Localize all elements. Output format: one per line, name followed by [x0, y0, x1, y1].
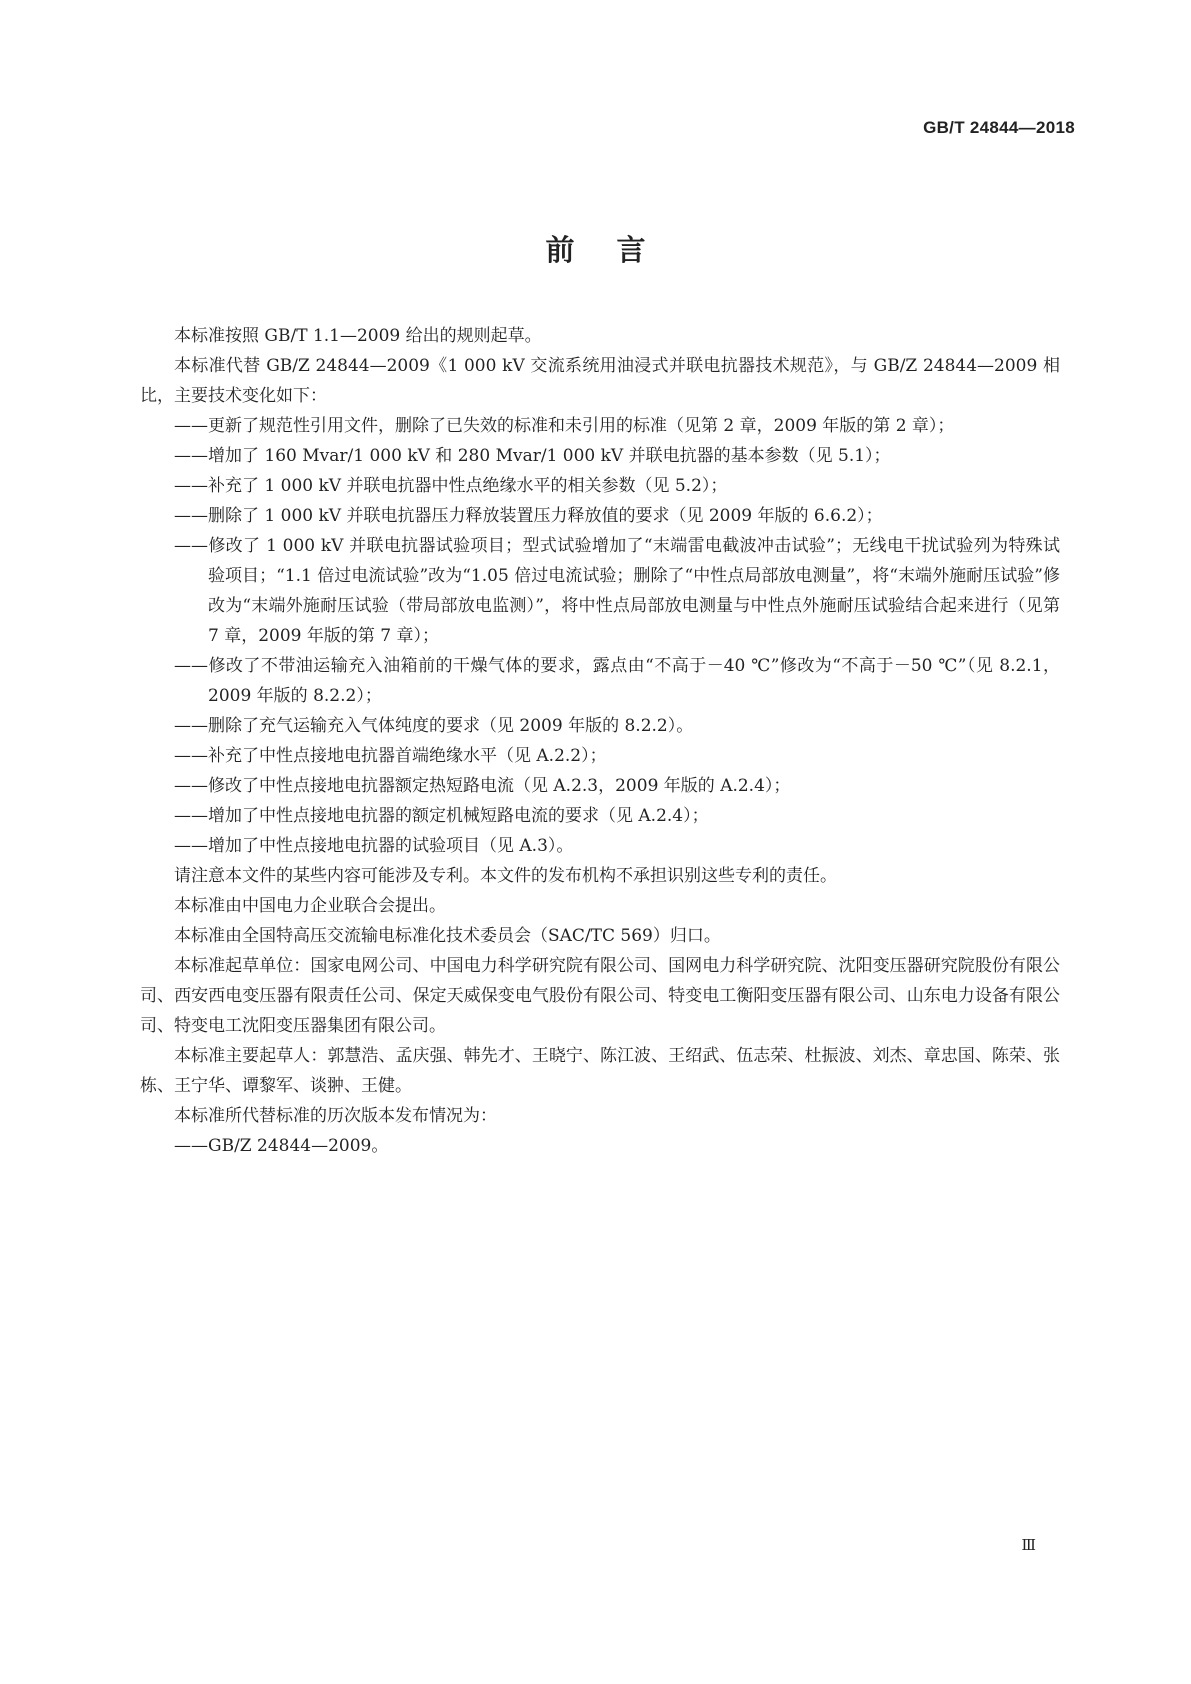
paragraph-drafting-rules: 本标准按照 GB/T 1.1—2009 给出的规则起草。: [174, 326, 542, 346]
dash-marker: ——: [174, 506, 208, 526]
paragraph-drafters: 本标准主要起草人：郭慧浩、孟庆强、韩先才、王晓宁、陈江波、王绍武、伍志荣、杜振波、刘杰、章忠国、陈荣、张栋、王宁华、谭黎军、谈翀、王健。: [140, 1046, 1060, 1096]
change-item: ——删除了充气运输充入气体纯度的要求（见 2009 年版的 8.2.2）。: [140, 711, 1060, 741]
change-item: ——修改了中性点接地电抗器额定热短路电流（见 A.2.3，2009 年版的 A.2.4）；: [140, 771, 1060, 801]
change-item: ——补充了中性点接地电抗器首端绝缘水平（见 A.2.2）；: [140, 741, 1060, 771]
history-item: ——GB/Z 24844—2009。: [140, 1131, 1060, 1161]
dash-marker: ——: [174, 416, 208, 436]
change-item: ——增加了中性点接地电抗器的额定机械短路电流的要求（见 A.2.4）；: [140, 801, 1060, 831]
change-item: ——补充了 1 000 kV 并联电抗器中性点绝缘水平的相关参数（见 5.2）；: [140, 471, 1060, 501]
paragraph-patent-notice: 请注意本文件的某些内容可能涉及专利。本文件的发布机构不承担识别这些专利的责任。: [174, 866, 837, 886]
dash-marker: ——: [174, 806, 208, 826]
dash-marker: ——: [174, 536, 208, 556]
standard-number: GB/T 24844—2018: [923, 118, 1075, 137]
paragraph-committee: 本标准由全国特高压交流输电标准化技术委员会（SAC/TC 569）归口。: [174, 926, 721, 946]
paragraph-history-intro: 本标准所代替标准的历次版本发布情况为：: [174, 1106, 497, 1126]
paragraph-proposer: 本标准由中国电力企业联合会提出。: [174, 896, 446, 916]
dash-marker: ——: [174, 746, 208, 766]
paragraph-replacement: 本标准代替 GB/Z 24844—2009《1 000 kV 交流系统用油浸式并联电抗器技术规范》，与 GB/Z 24844—2009 相比，主要技术变化如下：: [140, 356, 1060, 406]
change-item: ——修改了 1 000 kV 并联电抗器试验项目；型式试验增加了“末端雷电截波冲击试验”；无线电干扰试验列为特殊试验项目；“1.1 倍过电流试验”改为“1.05 倍过电流试验；删除了“中性点局部放电测量”，将“末端外施耐压试验”修改为“末端外施耐压试验（带局部放电监测）”，将中性点局部放电测量与中性点外施耐压试验结合起来进行（见第 7 章，2009 年版的第 7 章）；: [140, 531, 1060, 651]
page-number: Ⅲ: [1021, 1536, 1036, 1554]
dash-marker: ——: [174, 836, 208, 856]
page-title: 前言: [545, 233, 688, 267]
dash-marker: ——: [174, 656, 208, 676]
dash-marker: ——: [174, 446, 208, 466]
change-item: ——更新了规范性引用文件，删除了已失效的标准和未引用的标准（见第 2 章，2009 年版的第 2 章）；: [140, 411, 1060, 441]
dash-marker: ——: [174, 776, 208, 796]
paragraph-drafting-units: 本标准起草单位：国家电网公司、中国电力科学研究院有限公司、国网电力科学研究院、沈阳变压器研究院股份有限公司、西安西电变压器有限责任公司、保定天威保变电气股份有限公司、特变电工衡阳变压器有限公司、山东电力设备有限公司、特变电工沈阳变压器集团有限公司。: [140, 956, 1060, 1036]
dash-marker: ——: [174, 476, 208, 496]
change-item: ——修改了不带油运输充入油箱前的干燥气体的要求，露点由“不高于－40 ℃”修改为“不高于－50 ℃”（见 8.2.1，2009 年版的 8.2.2）；: [140, 651, 1060, 711]
change-item: ——增加了中性点接地电抗器的试验项目（见 A.3）。: [140, 831, 1060, 861]
foreword-body: [140, 321, 1060, 1161]
change-item: ——增加了 160 Mvar/1 000 kV 和 280 Mvar/1 000 kV 并联电抗器的基本参数（见 5.1）；: [140, 441, 1060, 471]
change-item: ——删除了 1 000 kV 并联电抗器压力释放装置压力释放值的要求（见 2009 年版的 6.6.2）；: [140, 501, 1060, 531]
dash-marker: ——: [174, 1136, 208, 1156]
dash-marker: ——: [174, 716, 208, 736]
